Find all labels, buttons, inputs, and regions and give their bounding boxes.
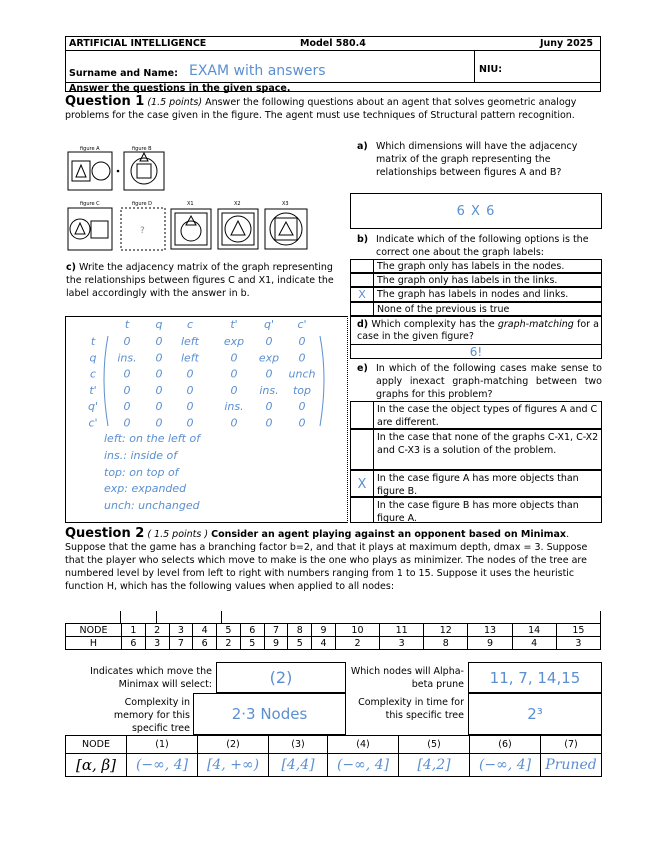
matrix-cell: 0: [298, 351, 306, 365]
prune-label: Which nodes will Alpha-beta prune: [350, 666, 464, 690]
matrix-cell: exp: [258, 351, 280, 365]
q1-a-label: a): [357, 141, 368, 152]
matrix-cell: 0: [186, 383, 194, 397]
matrix-cell: 0: [298, 416, 306, 430]
analogy-figure: [66, 143, 311, 255]
matrix-cell: left: [180, 351, 200, 365]
matrix-cell: 0: [155, 335, 163, 348]
time-label: Complexity in time for this specific tree: [358, 697, 464, 721]
q1-e-check-2[interactable]: [351, 430, 374, 469]
matrix-cell: 0: [186, 367, 194, 381]
model-number: Model 580.4: [300, 38, 366, 49]
q1-e-check-1[interactable]: [351, 402, 374, 428]
q1-c-label: c): [66, 262, 76, 273]
figure-a-triangle: [76, 165, 86, 177]
label-x3: X3: [282, 201, 289, 207]
q2-text: . Suppose that the game has a branching factor b=2, and that it plays at maximum depth, dmax = 3. Suppose that the player who selects which move to make is the one who plays as minimizer. The nodes of the tree are numbered level by level from left to right with numbers ranging from 1 to 15. Suppose it uses the heuristic function H, which has the following values when applied to all nodes:: [65, 529, 588, 592]
figure-d-question-mark: ?: [140, 226, 145, 236]
figure-c-triangle: [75, 223, 85, 234]
matrix-cell: exp: [223, 335, 245, 348]
q1-title: Question 1: [65, 94, 145, 109]
q2-intro: [65, 527, 601, 593]
matrix-col-c: c: [186, 318, 194, 331]
q1-a-answer: 6 X 6: [456, 204, 496, 219]
q1-a: [357, 140, 599, 179]
q1-e-option-1[interactable]: In the case the object types of figures A and C are different.: [350, 401, 602, 429]
matrix-cell: 0: [155, 383, 163, 397]
matrix-row-label: c': [88, 416, 98, 430]
matrix-cell: 0: [265, 367, 273, 381]
matrix-cell: 0: [230, 367, 238, 381]
matrix-col-q2: q': [263, 318, 275, 331]
matrix-cell: 0: [265, 416, 273, 430]
name-value[interactable]: EXAM with answers: [189, 63, 326, 79]
matrix-cell: ins.: [259, 383, 279, 397]
ab-node-row: NODE (1) (2) (3) (4) (5) (6) (7): [66, 736, 602, 754]
q2-bold-intro: Consider an agent playing against an opponent based on Minimax: [211, 529, 567, 540]
q1-e-label: e): [357, 363, 368, 374]
x3-triangle: [279, 222, 293, 235]
niu-divider: [474, 50, 475, 82]
matrix-cell: ins.: [224, 400, 244, 414]
x2-square: [222, 213, 254, 245]
q1-d-answer-box[interactable]: [350, 344, 602, 359]
q2-title: Question 2: [65, 526, 145, 541]
q1-c-dotted-divider: [347, 316, 348, 523]
header-line-1: [65, 50, 601, 51]
q1-c: [66, 261, 342, 300]
q1-b-option-4[interactable]: None of the previous is true: [350, 302, 602, 316]
tree-ticks: [65, 611, 601, 623]
exam-date: Juny 2025: [540, 38, 594, 49]
matrix-row-label: q: [89, 351, 97, 365]
matrix-col-t2: t': [230, 318, 238, 331]
mem-answer: 2·3 Nodes: [231, 705, 308, 723]
q1-d-answer: 6!: [469, 345, 483, 359]
figure-b-square: [137, 164, 151, 178]
q1-e-option-4[interactable]: In the case figure B has more objects than figure A.: [350, 497, 602, 523]
matrix-cell: left: [180, 335, 200, 348]
adjacency-matrix: [80, 316, 342, 521]
prune-answer: 11, 7, 14,15: [489, 669, 581, 687]
q1-b-check-3[interactable]: X: [351, 288, 374, 301]
q1-c-text: Write the adjacency matrix of the graph representing the relationships between figures C and X1, indicate the label accordingly with the answer in b.: [66, 262, 334, 299]
instructions: Answer the questions in the given space.: [69, 83, 291, 94]
q1-b-check-2[interactable]: [351, 274, 374, 286]
matrix-cell: ins.: [117, 351, 137, 365]
q1-d-label: d): [357, 319, 369, 330]
move-answer: (2): [269, 668, 293, 687]
q1-intro-text: Answer the following questions about an agent that solves geometric analogy problems for the case given in the figure. The agent must use techniques of Structural pattern recognition.: [65, 97, 577, 121]
q1-b: [357, 233, 602, 259]
q1-e-option-3[interactable]: X In the case figure A has more objects than figure B.: [350, 470, 602, 497]
matrix-row-label: q': [87, 400, 99, 414]
q1-d-text-2: for a case in the given figure?: [357, 319, 599, 342]
matrix-row-label: c: [89, 367, 97, 381]
q1-b-label: b): [357, 234, 369, 245]
q1-d-text-1: Which complexity has the: [371, 319, 495, 330]
heuristic-node-row: NODE 1 2 3 4 5 6 7 8 9 10 11 12 13 14 15: [66, 624, 601, 637]
q1-e-text: In which of the following cases make sense to apply inexact graph-matching between two graphs for this problem?: [376, 363, 602, 400]
legend-left: left: on the left of: [104, 432, 201, 445]
q1-b-check-1[interactable]: [351, 260, 374, 272]
legend-exp: exp: expanded: [104, 482, 187, 495]
q1-e-check-4[interactable]: [351, 498, 374, 522]
q1-a-answer-box[interactable]: [350, 193, 602, 229]
q1-d-text-em: graph-matching: [497, 319, 574, 330]
matrix-cell: 0: [155, 400, 163, 414]
q1-b-option-2[interactable]: The graph only has labels in the links.: [350, 273, 602, 287]
time-answer: 2³: [527, 705, 543, 723]
x1-square: [175, 213, 207, 245]
matrix-cell: 0: [155, 416, 163, 430]
matrix-cell: 0: [298, 335, 306, 348]
legend-ins: ins.: inside of: [104, 449, 178, 462]
x3-frame: [265, 209, 307, 249]
legend-unch: unch: unchanged: [104, 499, 200, 512]
figure-b-triangle: [140, 153, 148, 161]
q1-intro: [65, 95, 601, 122]
move-label: Indicates which move the Minimax will select:: [90, 666, 212, 690]
label-figure-d: figure D: [132, 201, 152, 207]
node-header: NODE: [66, 624, 122, 637]
matrix-cell: 0: [186, 416, 194, 430]
q1-e-option-2[interactable]: In the case that none of the graphs C-X1, C-X2 and C-X3 is a solution of the problem.: [350, 429, 602, 470]
move-answer-box[interactable]: [216, 662, 346, 693]
figure-b-circle: [131, 158, 157, 184]
q1-b-text: Indicate which of the following options is the correct one about the graph labels:: [376, 234, 589, 258]
heuristic-table: [65, 623, 601, 650]
q1-b-option-3[interactable]: X The graph has labels in nodes and links.: [350, 287, 602, 302]
ab-node-header: NODE: [66, 736, 127, 754]
label-x2: X2: [234, 201, 241, 207]
legend-top: top: on top of: [104, 466, 179, 479]
matrix-cell: 0: [265, 400, 273, 414]
h-header: H: [66, 637, 122, 650]
label-figure-b: figure B: [132, 146, 152, 152]
label-figure-c: figure C: [80, 201, 100, 207]
matrix-cell: 0: [298, 400, 306, 414]
matrix-col-q: q: [155, 318, 163, 331]
q1-b-option-1[interactable]: The graph only has labels in the nodes.: [350, 259, 602, 273]
matrix-cell: unch: [288, 367, 316, 381]
q1-a-text: Which dimensions will have the adjacency matrix of the graph representing the relationships between figures A and B?: [376, 141, 578, 178]
course-title: ARTIFICIAL INTELLIGENCE: [69, 38, 207, 49]
q1-e-check-3[interactable]: X: [351, 471, 374, 496]
mem-answer-box[interactable]: [193, 693, 346, 735]
figure-a-circle: [92, 162, 110, 180]
matrix-col-t: t: [124, 318, 130, 331]
heuristic-value-row: H 6 3 7 6 2 5 9 5 4 2 3 8 9 4 3: [66, 637, 601, 650]
q1-d: [350, 316, 602, 344]
matrix-cell: 0: [155, 367, 163, 381]
matrix-cell: 0: [230, 383, 238, 397]
time-answer-box[interactable]: [468, 693, 602, 735]
matrix-cell: 0: [123, 383, 131, 397]
x2-triangle: [231, 221, 245, 235]
x1-circle: [181, 221, 201, 241]
label-x1: X1: [187, 201, 194, 207]
matrix-cell: 0: [123, 335, 131, 348]
figure-c-square: [91, 221, 108, 238]
matrix-cell: 0: [123, 400, 131, 414]
matrix-row-label: t: [90, 335, 96, 348]
ab-row-header: [α, β]: [66, 754, 127, 777]
x2-frame: [218, 209, 258, 249]
matrix-cell: 0: [123, 416, 131, 430]
name-label: Surname and Name:: [69, 68, 178, 79]
matrix-row-label: t': [89, 383, 97, 397]
matrix-cell: 0: [186, 400, 194, 414]
matrix-cell: 0: [230, 416, 238, 430]
niu-label: NIU:: [479, 64, 502, 75]
matrix-col-c2: c': [297, 318, 307, 331]
q1-points: (1.5 points): [147, 97, 203, 108]
matrix-cell: 0: [230, 351, 238, 365]
mem-label: Complexity in memory for this specific tree: [113, 697, 190, 734]
q1-b-check-4[interactable]: [351, 303, 374, 315]
prune-answer-box[interactable]: [468, 662, 602, 693]
matrix-cell: 0: [155, 351, 163, 365]
matrix-cell: top: [292, 383, 312, 397]
label-figure-a: figure A: [80, 146, 100, 152]
matrix-cell: 0: [123, 367, 131, 381]
alpha-beta-table: [65, 735, 602, 777]
ab-value-row: [α, β] (−∞, 4] [4, +∞) [4,4] (−∞, 4] [4,2] (−∞, 4] Pruned: [66, 754, 602, 777]
matrix-cell: 0: [265, 335, 273, 348]
q1-e: [357, 362, 602, 401]
q2-points: ( 1.5 points ): [147, 529, 209, 540]
